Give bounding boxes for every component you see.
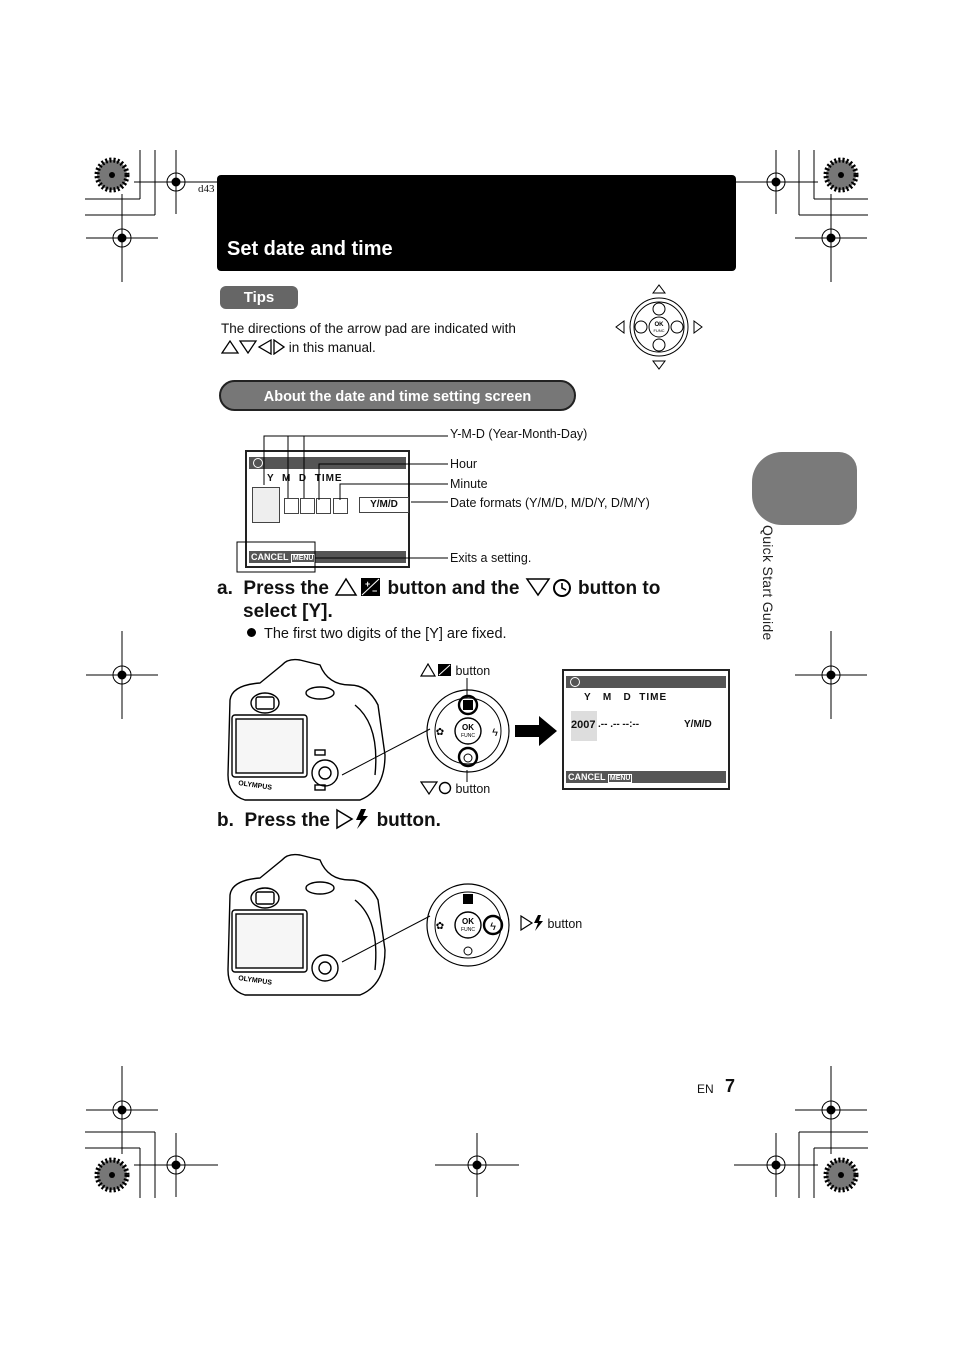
- right-button-label: button: [520, 915, 582, 931]
- step-b-button: button.: [376, 810, 441, 831]
- callout-lines: [230, 430, 460, 580]
- step-b-heading: [217, 808, 441, 832]
- lcd-bottom-bar: CANCEL MENU: [566, 771, 726, 783]
- pad-b-func: FUNC: [461, 927, 475, 933]
- step-a-and: button and the: [387, 578, 520, 599]
- step-a-button-to: button to: [578, 578, 661, 599]
- arrow-pad-diagram: [612, 282, 706, 372]
- label-leader-lines: [462, 674, 472, 794]
- pad-a-ok: OK: [462, 723, 474, 732]
- down-selftimer-icon: [525, 577, 573, 597]
- step-a-marker: a.: [217, 578, 233, 599]
- side-tab: [752, 452, 857, 525]
- step-a-heading: [217, 577, 660, 600]
- about-section-label: About the date and time setting screen: [219, 380, 576, 411]
- lcd-rest: .-- .-- --:--: [598, 719, 640, 730]
- svg-text:ϟ: ϟ: [492, 727, 498, 739]
- step-b-press: Press the: [244, 810, 330, 831]
- direction-arrows-icon: [221, 339, 285, 355]
- step-a-line2: select [Y].: [243, 601, 333, 622]
- cancel-text: CANCEL: [251, 552, 289, 562]
- step-a-press: Press the: [243, 578, 329, 599]
- lcd-date-screen: [562, 669, 730, 790]
- pad-b-ok: OK: [462, 917, 474, 926]
- tips-line2: [221, 339, 376, 357]
- page-number: 7: [725, 1076, 736, 1096]
- lcd-top-bar: [566, 676, 726, 688]
- right-flash-icon: [335, 808, 371, 830]
- step-a-bullet: The first two digits of the [Y] are fixed.: [247, 626, 507, 642]
- camera-brand-b: OLYMPUS: [237, 975, 273, 987]
- callout-date-formats: Date formats (Y/M/D, M/D/Y, D/M/Y): [450, 496, 650, 510]
- side-tab-text: Quick Start Guide: [760, 525, 776, 641]
- up-exposure-icon: [334, 577, 382, 597]
- date-format-field: Y/M/D: [359, 497, 409, 513]
- camera-brand: OLYMPUS: [237, 780, 273, 792]
- pad-ok: OK: [654, 322, 664, 328]
- lcd-header-text: Y M D TIME: [584, 692, 668, 703]
- down-button-label: button: [420, 781, 490, 796]
- page-title: Set date and time: [227, 238, 393, 260]
- callout-minute: Minute: [450, 477, 488, 491]
- pad-a-func: FUNC: [461, 733, 475, 739]
- up-button-label: button: [420, 663, 490, 678]
- callout-hour: Hour: [450, 457, 478, 471]
- screen-header-text: Y M D TIME: [267, 473, 343, 484]
- callout-exits: Exits a setting.: [450, 551, 532, 565]
- lcd-format: Y/M/D: [684, 719, 712, 730]
- svg-text:−: −: [372, 586, 378, 596]
- tips-label: Tips: [220, 286, 298, 309]
- tips-line2-suffix: in this manual.: [288, 340, 376, 355]
- svg-text:ϟ: ϟ: [490, 921, 496, 933]
- down-selftimer-icon: [420, 781, 452, 795]
- clock-icon: [570, 677, 580, 687]
- up-exposure-icon: [420, 663, 452, 677]
- svg-text:✿: ✿: [435, 727, 445, 738]
- svg-text:+: +: [365, 579, 371, 589]
- pad-func: FUNC: [653, 328, 665, 333]
- callout-ymd: Y-M-D (Year-Month-Day): [450, 427, 588, 441]
- tips-line1: The directions of the arrow pad are indicated with: [221, 321, 516, 336]
- page-header: [217, 175, 736, 271]
- arrow-pad-b: [425, 882, 511, 968]
- lcd-year: 2007: [571, 719, 596, 731]
- menu-badge: MENU: [292, 555, 314, 562]
- step-b-marker: b.: [217, 810, 234, 831]
- arrow-right-icon: [515, 716, 557, 746]
- footer-lang: EN: [697, 1082, 714, 1096]
- svg-text:✿: ✿: [435, 921, 445, 932]
- right-flash-icon: [520, 915, 544, 931]
- margin-code: d43: [198, 183, 215, 195]
